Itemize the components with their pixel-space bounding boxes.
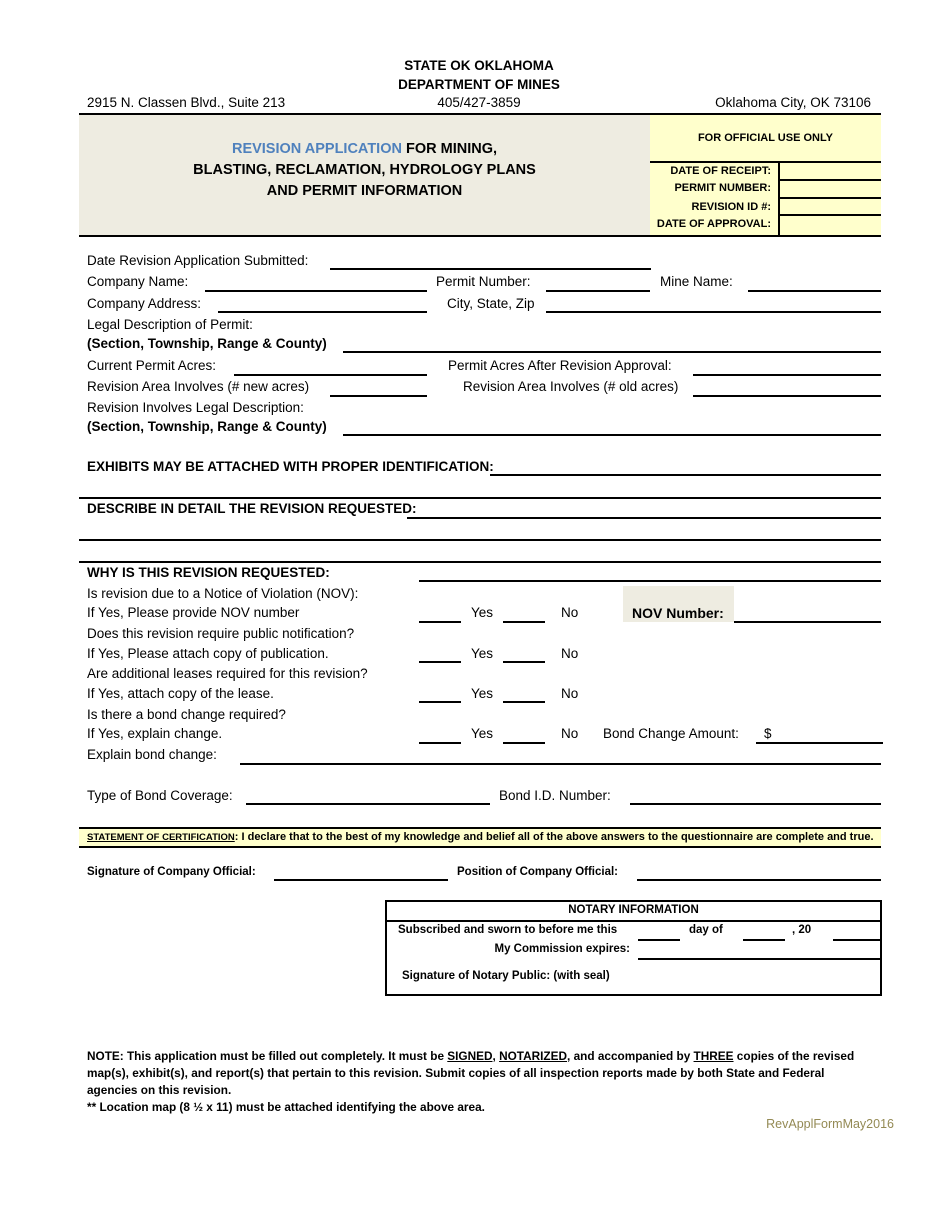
city-state-zip-label: City, State, Zip [447, 296, 535, 311]
title-highlight: REVISION APPLICATION [231, 141, 402, 157]
q4-yes-label: Yes [471, 726, 494, 741]
note-p2: , and accompanied by [567, 1049, 694, 1063]
why-field[interactable] [419, 580, 881, 582]
q2-yes-label: Yes [471, 646, 494, 661]
sworn-label: Subscribed and sworn to before me this [398, 924, 618, 936]
signature-official-field[interactable] [274, 879, 448, 881]
why-heading: WHY IS THIS REVISION REQUESTED: [87, 565, 330, 580]
q2-no-label: No [561, 646, 579, 661]
year-field[interactable] [833, 939, 880, 941]
q1b-label: If Yes, Please provide NOV number [87, 605, 300, 620]
year-label: , 20 [792, 924, 812, 936]
legal-desc-label: Legal Description of Permit: [87, 317, 253, 332]
q4a-label: Is there a bond change required? [87, 707, 286, 722]
q3b-label: If Yes, attach copy of the lease. [87, 686, 274, 701]
nov-number-field[interactable] [734, 621, 881, 623]
explain-bond-field[interactable] [240, 763, 881, 765]
note-three: THREE [693, 1049, 734, 1063]
exhibits-label: EXHIBITS MAY BE ATTACHED WITH PROPER IDENTIFICATION: [87, 459, 494, 474]
q3-no-label: No [561, 686, 579, 701]
official-use-heading: FOR OFFICIAL USE ONLY [697, 132, 834, 144]
nov-number-label: NOV Number: [632, 605, 724, 621]
header-address: 2915 N. Classen Blvd., Suite 213 [87, 95, 286, 110]
bond-type-field[interactable] [246, 803, 490, 805]
revision-legal-label: Revision Involves Legal Description: [87, 400, 304, 415]
revision-legal-sub: (Section, Township, Range & County) [87, 419, 327, 434]
legal-desc-field[interactable] [343, 351, 881, 353]
revision-id-label: REVISION ID #: [691, 201, 771, 213]
certification-text [87, 830, 874, 845]
day-field[interactable] [638, 939, 680, 941]
acres-after-label: Permit Acres After Revision Approval: [448, 358, 672, 373]
q1-yes-label: Yes [471, 605, 494, 620]
permit-number-field[interactable] [546, 290, 650, 292]
position-official-field[interactable] [637, 879, 881, 881]
title-panel [79, 113, 650, 237]
note-p1: NOTE: This application must be filled out completely. It must be [87, 1049, 448, 1063]
title-line1: FOR MINING, [401, 141, 498, 157]
department-title: DEPARTMENT OF MINES [398, 77, 560, 92]
commission-field[interactable] [638, 958, 880, 960]
bond-type-label: Type of Bond Coverage: [87, 788, 233, 803]
official-use-panel [650, 113, 881, 237]
note-signed: SIGNED [447, 1049, 493, 1063]
mine-name-field[interactable] [748, 290, 881, 292]
legal-desc-sub: (Section, Township, Range & County) [87, 336, 327, 351]
current-acres-field[interactable] [234, 374, 427, 376]
date-submitted-field[interactable] [330, 268, 651, 270]
date-receipt-field[interactable] [780, 179, 881, 181]
note-notarized: NOTARIZED [499, 1049, 568, 1063]
describe-field[interactable] [407, 517, 881, 519]
day-of-label: day of [689, 924, 723, 936]
acres-after-field[interactable] [693, 374, 881, 376]
q2b-label: If Yes, Please attach copy of publication. [87, 646, 329, 661]
month-field[interactable] [743, 939, 785, 941]
mine-name-label: Mine Name: [660, 274, 733, 289]
company-address-field[interactable] [218, 311, 427, 313]
state-title: STATE OK OKLAHOMA [404, 58, 554, 73]
note-p3: copies of the revised map(s), exhibit(s), and report(s) that pertain to this revision. Submit copies of all inspection reports made by both State and Federal agencies on this revision. [87, 1049, 855, 1097]
note-comma: , [492, 1049, 500, 1063]
q3-yes-field[interactable] [419, 701, 461, 703]
describe-line-3[interactable] [79, 561, 881, 563]
official-divider [650, 161, 881, 163]
q4-yes-field[interactable] [419, 742, 461, 744]
old-acres-field[interactable] [693, 395, 881, 397]
bond-id-field[interactable] [630, 803, 881, 805]
explain-bond-label: Explain bond change: [87, 747, 217, 762]
q1-yes-field[interactable] [419, 621, 461, 623]
dollar-sign: $ [764, 726, 772, 741]
q3a-label: Are additional leases required for this revision? [87, 666, 368, 681]
bond-change-amount-field[interactable] [756, 742, 883, 744]
new-acres-field[interactable] [330, 395, 427, 397]
q2-no-field[interactable] [503, 661, 545, 663]
permit-number-label: Permit Number: [436, 274, 531, 289]
company-name-label: Company Name: [87, 274, 189, 289]
permit-number-field[interactable] [780, 197, 881, 199]
q1-no-field[interactable] [503, 621, 545, 623]
new-acres-label: Revision Area Involves (# new acres) [87, 379, 310, 394]
q1-no-label: No [561, 605, 579, 620]
describe-line-2[interactable] [79, 539, 881, 541]
q2-yes-field[interactable] [419, 661, 461, 663]
position-official-label: Position of Company Official: [457, 866, 619, 878]
header-city: Oklahoma City, OK 73106 [715, 95, 871, 110]
notary-signature-label: Signature of Notary Public: (with seal) [402, 970, 610, 982]
date-submitted-label: Date Revision Application Submitted: [87, 253, 309, 268]
date-approval-label: DATE OF APPROVAL: [656, 218, 771, 230]
notary-heading: NOTARY INFORMATION [568, 904, 699, 916]
title-line2: BLASTING, RECLAMATION, HYDROLOGY PLANS [193, 162, 536, 178]
q3-no-field[interactable] [503, 701, 545, 703]
header-phone: 405/427-3859 [437, 95, 521, 110]
revision-legal-field[interactable] [343, 434, 881, 436]
company-name-field[interactable] [205, 290, 427, 292]
bond-change-amount-label: Bond Change Amount: [603, 726, 739, 741]
permit-number-label: PERMIT NUMBER: [674, 182, 771, 194]
date-receipt-label: DATE OF RECEIPT: [670, 165, 771, 177]
q4b-label: If Yes, explain change. [87, 726, 223, 741]
city-state-zip-field[interactable] [546, 311, 881, 313]
signature-official-label: Signature of Company Official: [87, 866, 256, 878]
revision-id-field[interactable] [780, 214, 881, 216]
q4-no-label: No [561, 726, 579, 741]
q3-yes-label: Yes [471, 686, 494, 701]
notary-divider [387, 920, 880, 922]
current-acres-label: Current Permit Acres: [87, 358, 217, 373]
location-note: ** Location map (8 ½ x 11) must be attached identifying the above area. [87, 1100, 485, 1114]
describe-label: DESCRIBE IN DETAIL THE REVISION REQUESTED: [87, 501, 417, 516]
old-acres-label: Revision Area Involves (# old acres) [463, 379, 679, 394]
form-title [79, 139, 650, 202]
certification-bar [79, 827, 881, 848]
q1a-label: Is revision due to a Notice of Violation (NOV): [87, 586, 359, 601]
bond-id-label: Bond I.D. Number: [499, 788, 611, 803]
exhibits-field[interactable] [490, 474, 881, 476]
certification-body: : I declare that to the best of my knowledge and belief all of the above answers to the questionnaire are complete and true. [234, 831, 874, 843]
company-address-label: Company Address: [87, 296, 202, 311]
q4-no-field[interactable] [503, 742, 545, 744]
note-text [87, 1048, 877, 1099]
q2a-label: Does this revision require public notification? [87, 626, 355, 641]
commission-label: My Commission expires: [494, 943, 630, 955]
title-line3: AND PERMIT INFORMATION [266, 183, 463, 199]
form-id: RevApplFormMay2016 [766, 1117, 894, 1131]
divider [79, 497, 881, 499]
certification-label: STATEMENT OF CERTIFICATION [87, 832, 235, 843]
notary-box [385, 900, 882, 996]
